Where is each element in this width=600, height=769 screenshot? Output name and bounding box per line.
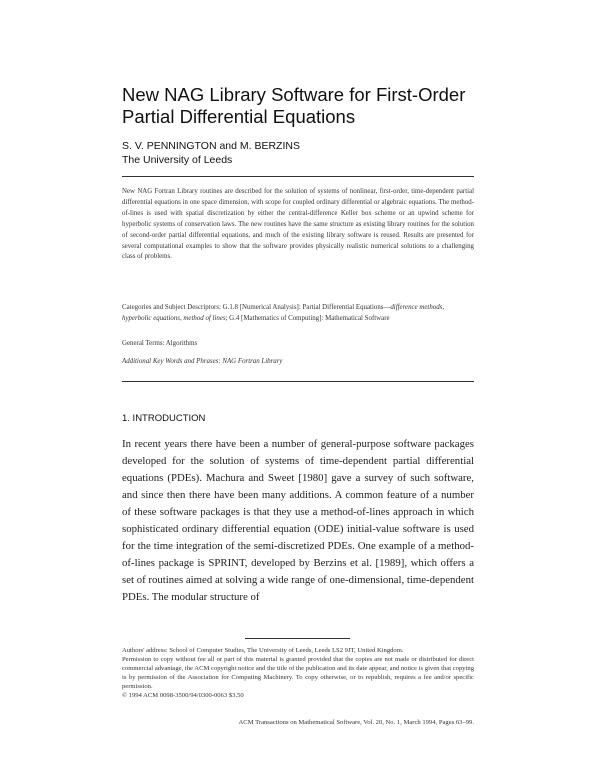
footnote-divider — [245, 638, 350, 639]
abstract: New NAG Fortran Library routines are described for the solution of systems of nonlinear, first-order, time-dependent partial differential equations in one space dimension, with scope for coupled ordinary differential or algebraic equations. The method-of-lines is used with spatial discretization by either the central-difference Keller box scheme or an upwind scheme for hyperbolic systems of conservation laws. The new routines have the same structure as existing library routines for the solution of second-order partial differential equations, and much of the existing library software is reused. Results are presented for several computational examples to show that the software provides physically realistic numerical solutions to a challenging class of problems. — [122, 188, 474, 261]
intro-paragraph: In recent years there have been a number of general-purpose software packages developed for the solution of systems of time-dependent partial differential equations (PDEs). Machura and Sweet [1980] gave a survey of such software, and since then there have been many additions. A common feature of a number of these software packages is that they use a method-of-lines approach in which sophisticated ordinary differential equation (ODE) initial-value software is used for the time integration of the semi-discretized PDEs. One example of a method-of-lines package is SPRINT, developed by Berzins et al. [1989], which offers a set of routines aimed at solving a wide range of one-dimensional, time-dependent PDEs. The modular structure of — [122, 438, 474, 604]
top-divider — [122, 176, 474, 177]
footnote-copyright: © 1994 ACM 0098-3500/94/0300-0063 $3.50 — [122, 692, 244, 700]
author-names: S. V. PENNINGTON and M. BERZINS — [122, 140, 300, 152]
paper-title — [122, 84, 522, 128]
categories-italic: difference methods, hyperbolic equations, method of lines — [122, 304, 445, 322]
categories-tail: Mathematical Software — [325, 314, 390, 322]
journal-line: ACM Transactions on Mathematical Software, Vol. 20, No. 1, March 1994, Pages 63–99. — [238, 719, 474, 726]
title-line-1: New NAG Library Software for First-Order — [122, 84, 466, 105]
keywords: Additional Key Words and Phrases: NAG Fortran Library — [122, 358, 283, 365]
footnotes — [122, 646, 474, 701]
footnote-address: Authors' address: School of Computer Studies, The University of Leeds, Leeds LS2 9JT, United Kingdom. — [122, 647, 404, 654]
abstract-divider — [122, 381, 474, 382]
section-heading: 1. INTRODUCTION — [122, 413, 206, 424]
categories — [122, 303, 474, 325]
categories-mid: ; G.4 [Mathematics of Computing]: — [225, 314, 324, 322]
author-affiliation: The University of Leeds — [122, 154, 233, 166]
categories-lead: Categories and Subject Descriptors: G.1.8 [Numerical Analysis]: Partial Differential Equations— — [122, 304, 391, 311]
author-block — [122, 139, 522, 167]
title-line-2: Partial Differential Equations — [122, 106, 356, 127]
footnote-permission: Permission to copy without fee all or part of this material is granted provided that the copies are not made or distributed for direct commercial advantage, the ACM copyright notice and the title of the publication and its date appear, and notice is given that copying is by permission of the Association for Computing Machinery. To copy otherwise, or to republish, requires a fee and/or specific permission. — [122, 656, 474, 691]
general-terms: General Terms: Algorithms — [122, 340, 198, 347]
